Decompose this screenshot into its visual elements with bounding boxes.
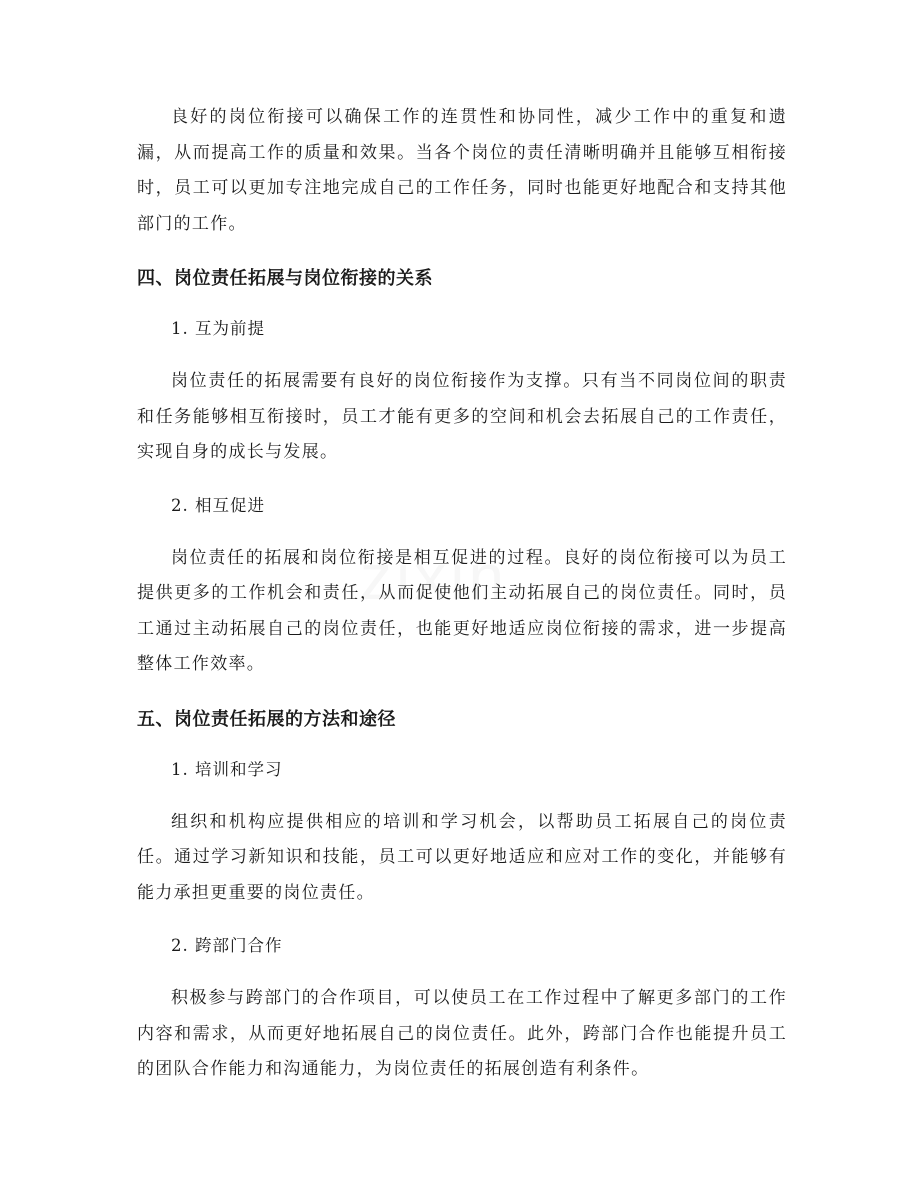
section-heading-5: 五、岗位责任拓展的方法和途径	[137, 708, 396, 730]
paragraph-5-2: 积极参与跨部门的合作项目，可以使员工在工作过程中了解更多部门的工作内容和需求，从而更好地拓展自己的岗位责任。此外，跨部门合作也能提升员工的团队合作能力和沟通能力，为岗位责任的拓展创造有利条件。	[137, 988, 787, 1079]
subheading-4-2: 2. 相互促进	[171, 495, 265, 515]
watermark: zixin	[360, 541, 509, 613]
section-heading-4: 四、岗位责任拓展与岗位衔接的关系	[137, 268, 433, 289]
paragraph-5-1: 组织和机构应提供相应的培训和学习机会，以帮助员工拓展自己的岗位责任。通过学习新知识和技能，员工可以更好地适应和应对工作的变化，并能够有能力承担更重要的岗位责任。	[137, 811, 787, 903]
paragraph-4-1: 岗位责任的拓展需要有良好的岗位衔接作为支撑。只有当不同岗位间的职责和任务能够相互衔接时，员工才能有更多的空间和机会去拓展自己的工作责任，实现自身的成长与发展。	[137, 371, 787, 462]
paragraph-intro: 良好的岗位衔接可以确保工作的连贯性和协同性，减少工作中的重复和遗漏，从而提高工作的质量和效果。当各个岗位的责任清晰明确并且能够互相衔接时，员工可以更加专注地完成自己的工作任务，同时也能更好地配合和支持其他部门的工作。	[137, 107, 787, 234]
subheading-4-1: 1. 互为前提	[171, 319, 265, 338]
subheading-5-2: 2. 跨部门合作	[171, 936, 283, 955]
subheading-5-1: 1. 培训和学习	[171, 759, 283, 779]
paragraph-4-2: 岗位责任的拓展和岗位衔接是相互促进的过程。良好的岗位衔接可以为员工提供更多的工作机会和责任，从而促使他们主动拓展自己的岗位责任。同时，员工通过主动拓展自己的岗位责任，也能更好地适应岗位衔接的需求，进一步提高整体工作效率。	[137, 547, 787, 674]
document-body	[137, 100, 787, 1088]
